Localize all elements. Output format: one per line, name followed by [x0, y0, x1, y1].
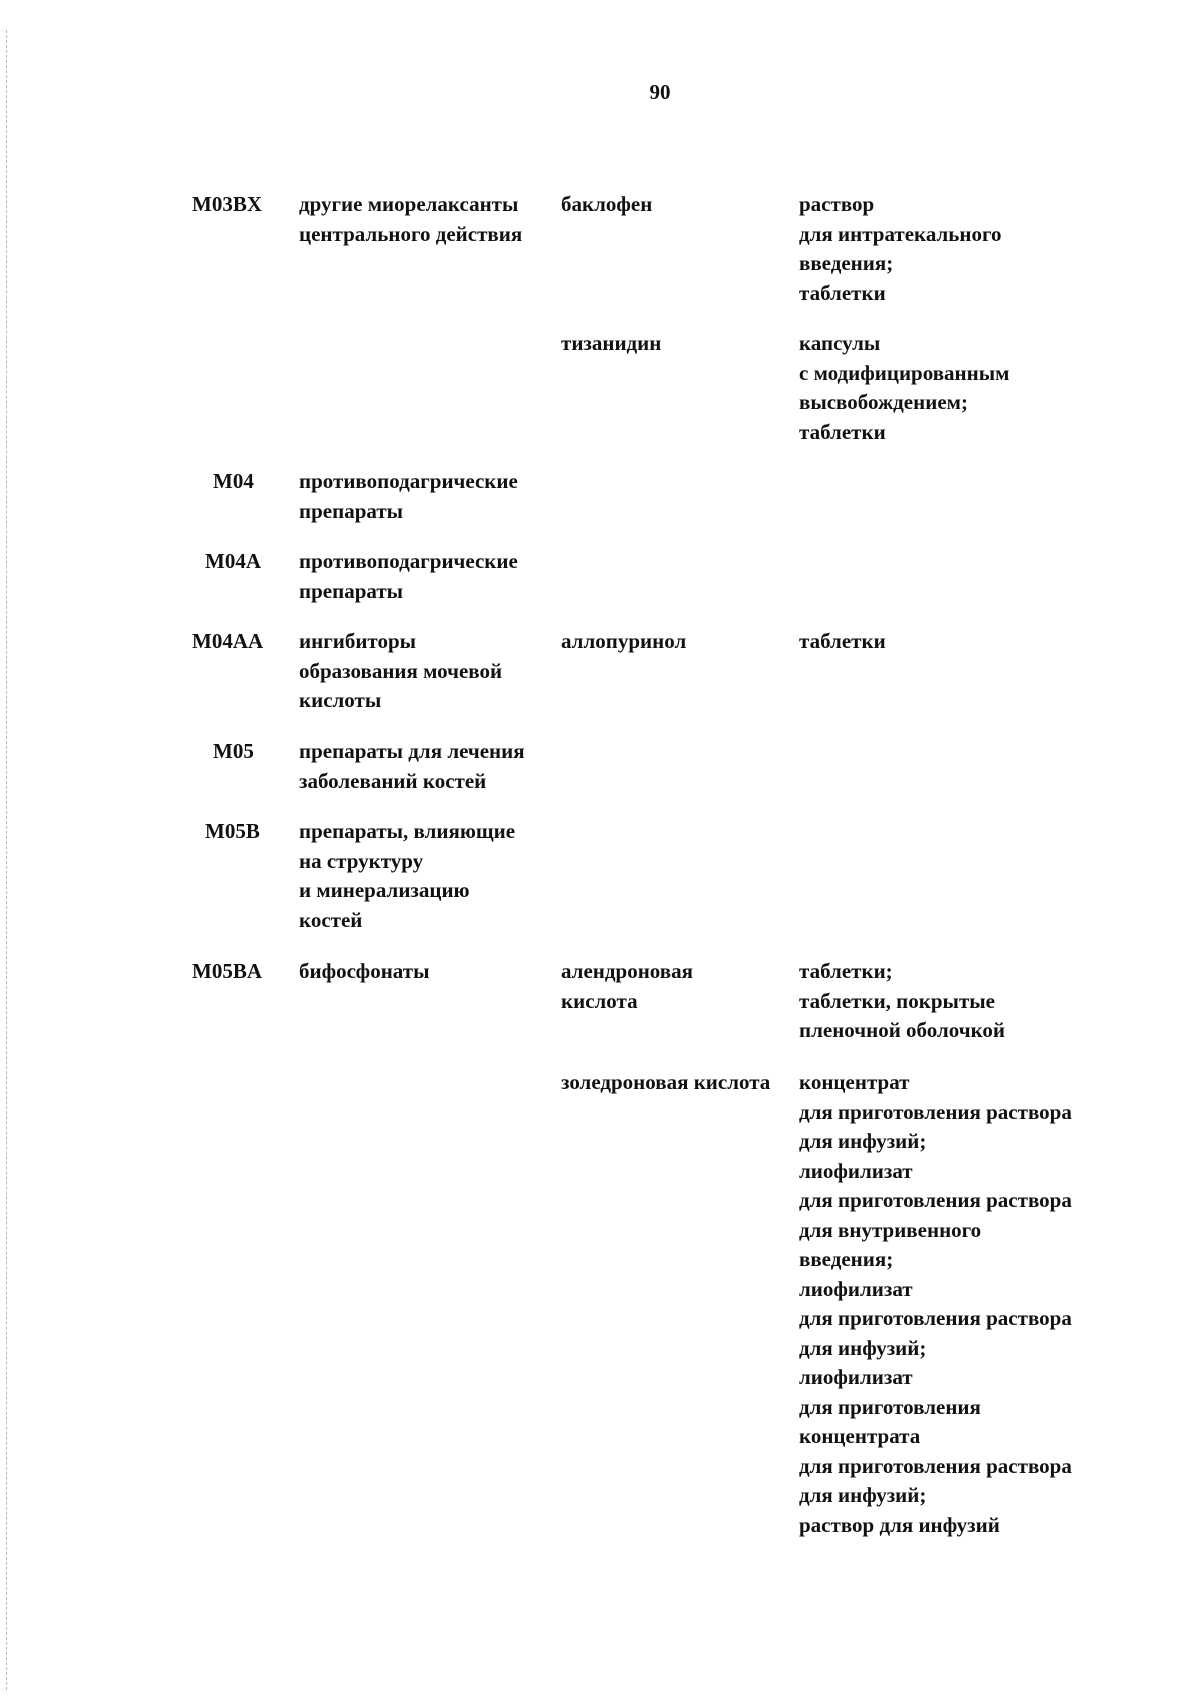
anatomical-therapeutic-group: препараты, влияющие на структуру и минерализацию костей — [299, 819, 516, 932]
atc-code: M04AA — [192, 629, 264, 653]
atc-code: M04A — [205, 549, 261, 573]
anatomical-therapeutic-group: другие миорелаксанты центрального действия — [299, 192, 523, 246]
page-number: 90 — [649, 80, 671, 104]
drug-name: аллопуринол — [561, 629, 687, 653]
anatomical-therapeutic-group: ингибиторы образования мочевой кислоты — [299, 629, 503, 712]
anatomical-therapeutic-group: бифосфонаты — [299, 959, 430, 983]
drug-name: золедроновая кислота — [561, 1070, 771, 1094]
drug-name: баклофен — [561, 192, 653, 216]
atc-code: M05 — [213, 739, 254, 763]
dosage-form: таблетки — [799, 629, 886, 653]
atc-code: M03BX — [192, 192, 262, 216]
atc-code: M05B — [205, 819, 260, 843]
anatomical-therapeutic-group: препараты для лечения заболеваний костей — [299, 739, 525, 793]
anatomical-therapeutic-group: противоподагрические препараты — [299, 469, 518, 523]
drug-name: тизанидин — [561, 331, 662, 355]
atc-code: M04 — [213, 469, 254, 493]
dosage-form: концентрат для приготовления раствора для инфузий; лиофилизат для приготовления раствора для внутривенного введения; лиофилизат для приготовления раствора для инфузий; лиофилизат для приготовления концентрата для приготовления раствора для инфузий; раствор для инфузий — [799, 1070, 1072, 1537]
drug-name: алендроновая кислота — [561, 959, 693, 1013]
dosage-form: капсулы с модифицированным высвобождением; таблетки — [799, 331, 1010, 444]
dosage-form: таблетки; таблетки, покрытые пленочной оболочкой — [799, 959, 1006, 1042]
anatomical-therapeutic-group: противоподагрические препараты — [299, 549, 518, 603]
scan-edge-artifact — [6, 30, 9, 1690]
dosage-form: раствор для интратекального введения; таблетки — [799, 192, 1002, 305]
atc-code: M05BA — [192, 959, 262, 983]
